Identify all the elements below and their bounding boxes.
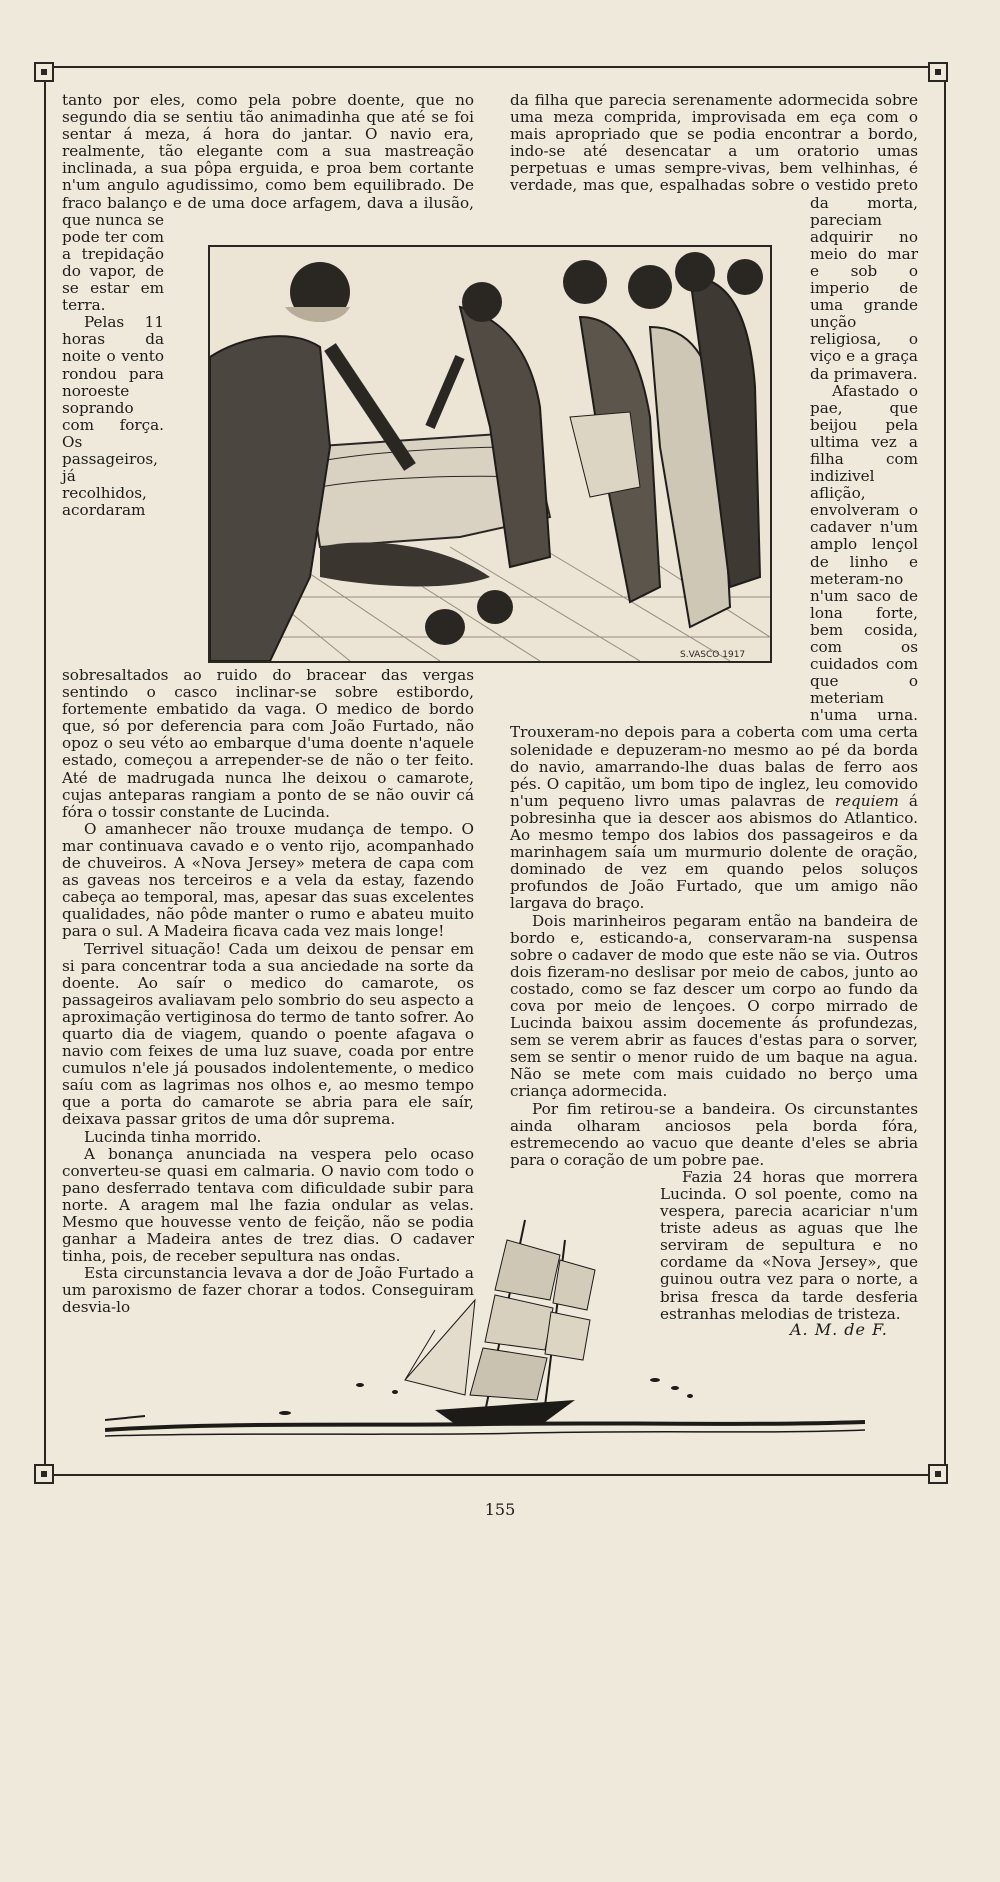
frame-right-rule [944, 76, 946, 1466]
ship-clearance-right [510, 1185, 660, 1325]
illustration-clearance-right [510, 210, 810, 710]
corner-ornament-top-left [34, 62, 54, 82]
corner-ornament-bottom-left [34, 1464, 54, 1484]
latin-term: requiem [834, 791, 899, 810]
article-paragraph: O amanhecer não trouxe mudança de tempo. O mar continuava cavado e o vento rijo, acompanhado de chuveiros. A «Nova Jersey» metera de capa com as gaveas nos terceiros e a vela da estay, fazendo cabeça ao temporal, mas, apesar das suas excelentes qualidades, não pôde manter o rumo e abateu muito para o sul. A Madeira ficava cada vez mais longe! [62, 819, 474, 941]
page-number: 155 [484, 1500, 516, 1519]
article-paragraph: da filha que parecia serenamente adormecida sobre uma meza comprida, improvisada em eça com o mais apropriado que se podia encontrar a bordo, indo-se até desencatar a um oratorio umas perpetuas e umas sempre-vivas, bem velhinhas, é verdade, mas que, espalhadas sobre o vestido preto da morta, pareciam adquirir no meio do mar e sob o imperio de uma grande unção religiosa, o viço e a graça da primavera. [510, 91, 918, 383]
article-paragraph: Dois marinheiros pegaram então na bandeira de bordo e, esticando-a, conservaram-na suspensa sobre o cadaver de modo que este não se via. Outros dois fizeram-no deslisar por meio de cabos, junto ao costado, como se faz descer um corpo ao fundo da cova por meio de lençoes. O corpo mirrado de Lucinda baixou assim docemente ás profundezas, sem se verem abrir as fauces d'estas para o sorver, sem se sentir o menor ruido de um baque na agua. Não se mete com mais cuidado no berço uma criança adormecida. [510, 911, 918, 1101]
corner-ornament-bottom-right [928, 1464, 948, 1484]
article-paragraph: A bonança anunciada na vespera pelo ocaso converteu-se quasi em calmaria. O navio com todo o pano desferrado tentava com dificuldade subir para norte. A aragem mal lhe fazia ondular as velas. Mesmo que houvesse vento de feição, não se podia ganhar a Madeira antes de trez dias. O cadaver tinha, pois, de receber sepultura nas ondas. [62, 1144, 474, 1266]
frame-left-rule [44, 76, 46, 1466]
article-paragraph: Esta circunstancia levava a dor de João Furtado a um paroxismo de fazer chorar a todos. Conseguiram desvia-lo [62, 1264, 474, 1317]
article-paragraph: Pelas 11 horas da noite o vento rondou para noroeste soprando com força. Os passageiros, já recolhidos, acordaram sobresaltados ao ruido do bracear das vergas sentindo o casco inclinar-se sobre estibordo, fortemente embatido da vaga. O medico de bordo que, só por deferencia para com João Furtado, não opoz o seu véto ao embarque d'uma doente n'aquele estado, começou a arrepender-se de não o ter feito. Até de madrugada nunca lhe deixou o camarote, cujas anteparas rangiam a ponto de se não ouvir cá fóra o tossir constante de Lucinda. [62, 313, 474, 821]
frame-top-rule [44, 66, 936, 68]
article-paragraph: Terrivel situação! Cada um deixou de pensar em si para concentrar toda a sua anciedade na sorte da doente. Ao saír o medico do camarote, os passageiros avaliavam pelo sombrio do seu aspecto a aproximação vertiginosa do termo de tanto sofrer. Ao quarto dia de viagem, quando o poente afagava o navio com feixes de uma luz suave, coada por entre cumulos n'ele já pousados indolentemente, o medico saíu com as lagrimas nos olhos e, ao mesmo tempo que a porta do camarote se abria para ele saír, deixava passar gritos de uma dôr suprema. [62, 939, 474, 1129]
corner-ornament-top-right [928, 62, 948, 82]
article-paragraph: tanto por eles, como pela pobre doente, que no segundo dia se sentiu tão animadinha que até se foi sentar á meza, á hora do jantar. O navio era, realmente, tão elegante com a sua mastreação inclinada, a sua pôpa erguida, e proa bem cortante n'um angulo agudissimo, como bem equilibrado. De fraco balanço e de uma doce arfagem, dava a ilusão, que nunca se pode ter com a trepidação do vapor, de se estar em terra. [62, 91, 474, 315]
article-paragraph: Lucinda tinha morrido. [84, 1127, 262, 1146]
author-signature: A. M. de F. [790, 1320, 888, 1339]
paragraph-text: Afastado o pae, que beijou pela ultima vez a filha com indizivel aflição, envolveram o cadaver n'um amplo lençol de linho e meteram-no n'um saco de lona forte, bem cosida, com os cuidados com que o meteriam n'uma urna. Trouxeram-no depois para a coberta com uma certa solenidade e depuzeram-no mesmo ao pé da borda do navio, amarrando-lhe duas balas de ferro aos pés. O capitão, um bom tipo de inglez, leu comovido n'um pequeno livro umas palavras de [510, 381, 918, 810]
article-paragraph: Fazia 24 horas que morrera Lucinda. O sol poente, como na vespera, parecia acariciar n'um triste adeus as aguas que lhe serviram de sepultura e no cordame da «Nova Jersey», que guinou outra vez para o norte, a brisa fresca da tarde desferia estranhas melodias de tristeza. [660, 1167, 918, 1323]
right-column-flow [510, 92, 918, 1325]
artist-mark: S.VASCO 1917 [680, 650, 746, 660]
ship-clearance-left [404, 1652, 474, 1882]
left-column-flow [62, 92, 474, 1882]
paragraph-text: á pobresinha que ia descer aos abismos do Atlantico. Ao mesmo tempo dos labios dos passageiros e da marinhagem saía um murmurio dolente de oração, dominado de vez em quando pelos soluços profundos de João Furtado, que um amigo não largava do braço. [510, 791, 918, 913]
illustration-clearance-left [164, 212, 474, 667]
article-paragraph: Por fim retirou-se a bandeira. Os circunstantes ainda olharam anciosos pela borda fóra, estremecendo ao vacuo que deante d'eles se abria para o coração de um pobre pae. [510, 1099, 918, 1169]
